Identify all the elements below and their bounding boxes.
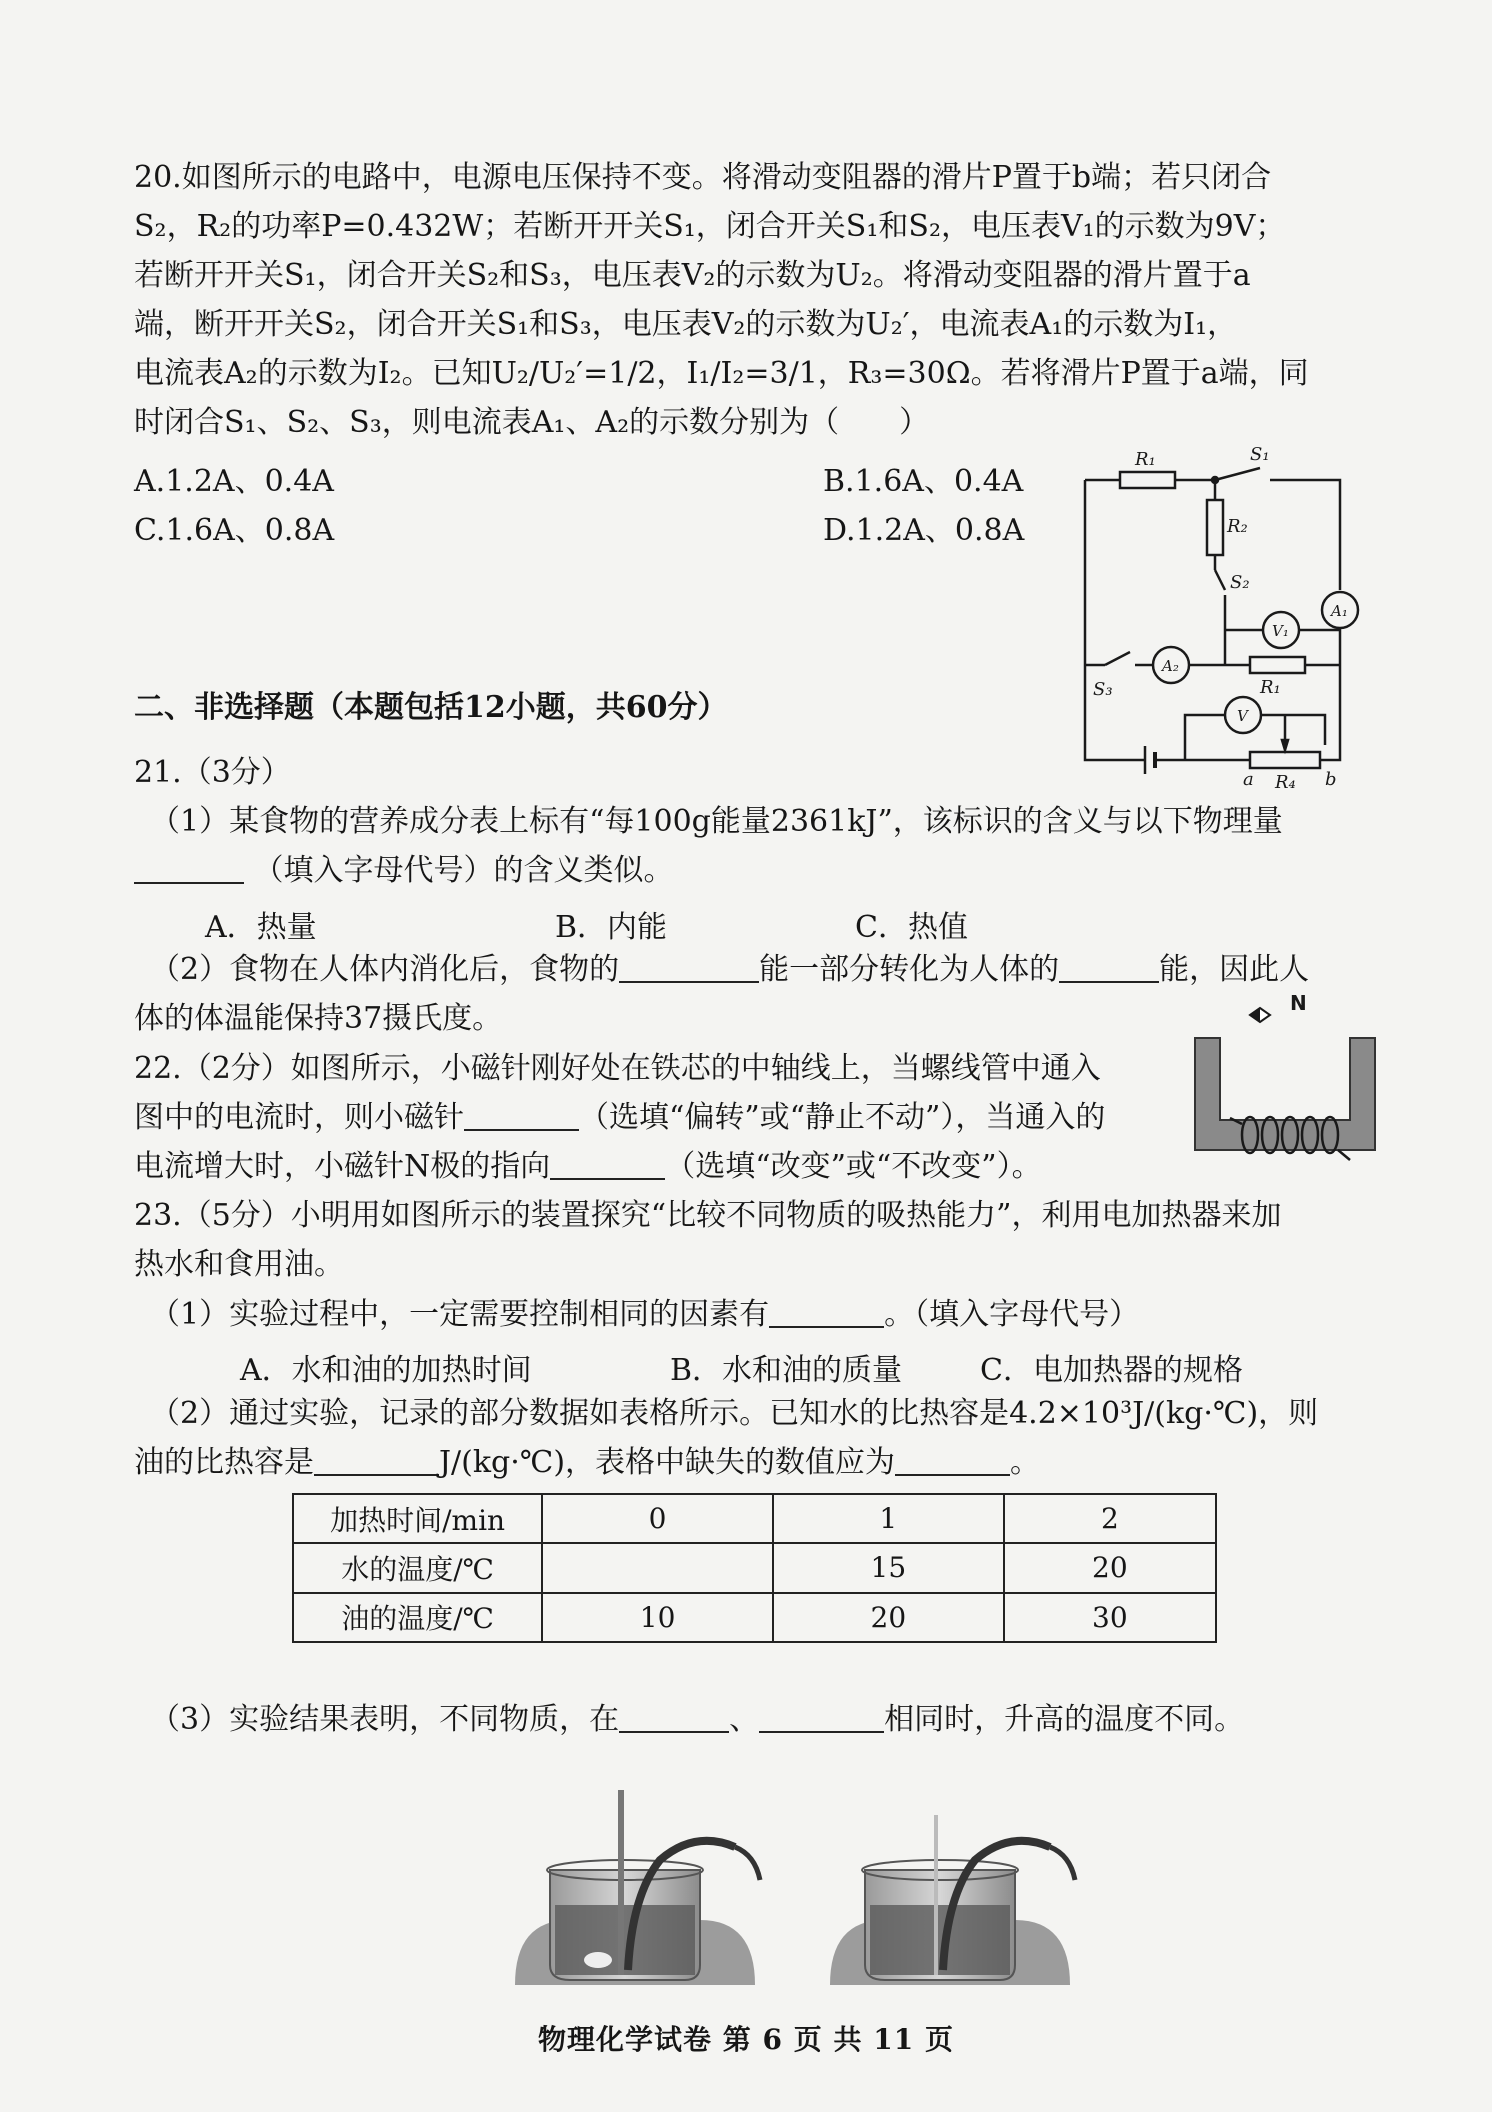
page-footer: 物理化学试卷 第 6 页 共 11 页 [538, 2023, 954, 2056]
table-cell: 0 [542, 1494, 773, 1543]
q23-part1: （1）实验过程中，一定需要控制相同的因素有 。（填入字母代号） [150, 1297, 1140, 1332]
resistor-r1-top [1120, 472, 1175, 488]
q23-line-1: 23.（5分）小明用如图所示的装置探究“比较不同物质的吸热能力”，利用电加热器来加 [134, 1198, 1282, 1233]
table-cell: 30 [1004, 1593, 1216, 1642]
temperature-table [292, 1493, 1217, 1643]
q23-option-c: C．电加热器的规格 [980, 1353, 1243, 1388]
table-cell: 10 [542, 1593, 773, 1642]
q21-answer-blank-1[interactable] [134, 852, 244, 884]
electromagnet-figure [1190, 990, 1380, 1165]
label-r1-top: R₁ [1135, 449, 1156, 470]
table-cell: 20 [1004, 1543, 1216, 1592]
label-r1-mid: R₁ [1260, 677, 1281, 698]
table-cell: 水的温度/℃ [293, 1543, 542, 1592]
q20-option-c: C.1.6A、0.8A [134, 513, 335, 548]
q21-header: 21.（3分） [134, 755, 291, 790]
q21-answer-blank-3[interactable] [1059, 951, 1159, 983]
q23-option-b: B．水和油的质量 [670, 1353, 903, 1388]
circuit-diagram [1075, 440, 1375, 800]
label-a2: A₂ [1162, 657, 1179, 675]
q23-part2-line1: （2）通过实验，记录的部分数据如表格所示。已知水的比热容是4.2×10³J/(kg·℃)，则 [150, 1396, 1319, 1431]
q22-answer-blank-2[interactable] [550, 1148, 665, 1180]
q23-answer-blank-3[interactable] [895, 1444, 1010, 1476]
q20-line-6: 时闭合S₁、S₂、S₃，则电流表A₁、A₂的示数分别为（ ） [134, 405, 930, 440]
q20-line-3: 若断开开关S₁，闭合开关S₂和S₃，电压表V₂的示数为U₂。将滑动变阻器的滑片置于a [134, 258, 1251, 293]
q21-part1-line1: （1）某食物的营养成分表上标有“每100g能量2361kJ”，该标识的含义与以下物理量 [150, 804, 1283, 839]
q23-answer-blank-1[interactable] [769, 1296, 884, 1328]
q20-line-5: 电流表A₂的示数为I₂。已知U₂/U₂′=1/2，I₁/I₂=3/1，R₃=30Ω。若将滑片P置于a端，同 [134, 356, 1309, 391]
label-s1: S₁ [1250, 444, 1270, 465]
q23-answer-blank-4[interactable] [619, 1701, 729, 1733]
rheostat-r4 [1250, 752, 1320, 768]
label-s3: S₃ [1093, 679, 1113, 700]
q22-line-3: 电流增大时，小磁针N极的指向 （选填“改变”或“不改变”）。 [134, 1149, 1042, 1184]
table-cell: 15 [773, 1543, 1004, 1592]
wire-left-bottom [1085, 480, 1145, 760]
label-a-end: a [1243, 769, 1254, 790]
resistor-r1-mid [1250, 657, 1305, 673]
table-row [293, 1593, 1216, 1642]
switch-s3 [1105, 652, 1130, 665]
label-s2: S₂ [1230, 572, 1250, 593]
q20-option-a: A.1.2A、0.4A [134, 464, 334, 499]
label-a1: A₁ [1331, 602, 1348, 620]
q22-line-2: 图中的电流时，则小磁针 （选填“偏转”或“静止不动”），当通入的 [134, 1100, 1106, 1135]
table-cell: 20 [773, 1593, 1004, 1642]
label-v2: V [1237, 707, 1248, 725]
q21-option-a: A．热量 [205, 910, 317, 945]
label-r4: R₄ [1275, 772, 1296, 793]
q23-answer-blank-5[interactable] [759, 1701, 884, 1733]
q21-option-c: C．热值 [855, 910, 968, 945]
beaker-right [830, 1815, 1075, 1985]
beakers-photo [510, 1755, 1080, 1995]
label-r2: R₂ [1227, 516, 1248, 537]
q21-answer-blank-2[interactable] [619, 951, 759, 983]
q20-option-b: B.1.6A、0.4A [823, 464, 1024, 499]
q22-line-1: 22.（2分）如图所示，小磁针刚好处在铁芯的中轴线上，当螺线管中通入 [134, 1051, 1101, 1086]
table-cell: 加热时间/min [293, 1494, 542, 1543]
switch-s2 [1215, 570, 1225, 590]
beaker-left [515, 1790, 760, 1985]
q21-part2-line2: 体的体温能保持37摄氏度。 [134, 1001, 503, 1036]
table-cell: 2 [1004, 1494, 1216, 1543]
resistor-r2 [1207, 500, 1223, 555]
label-v1: V₁ [1272, 622, 1289, 640]
label-b-end: b [1325, 769, 1337, 790]
q23-answer-blank-2[interactable] [314, 1444, 439, 1476]
q20-line-4: 端，断开开关S₂，闭合开关S₁和S₃，电压表V₂的示数为U₂′，电流表A₁的示数为I₁， [134, 307, 1238, 342]
table-cell: 油的温度/℃ [293, 1593, 542, 1642]
q23-part3: （3）实验结果表明，不同物质，在 、 相同时，升高的温度不同。 [150, 1702, 1245, 1737]
needle-n-label: N [1290, 991, 1307, 1015]
q20-option-d: D.1.2A、0.8A [823, 513, 1025, 548]
q21-part2-line1: （2）食物在人体内消化后，食物的 能一部分转化为人体的 能，因此人 [150, 952, 1310, 987]
table-row [293, 1543, 1216, 1592]
section-2-heading: 二、非选择题（本题包括12小题，共60分） [134, 690, 728, 725]
q21-option-b: B．内能 [555, 910, 668, 945]
iron-core [1195, 1038, 1375, 1150]
q20-line-2: S₂，R₂的功率P=0.432W；若断开开关S₁，闭合开关S₁和S₂，电压表V₁的示数为9V； [134, 209, 1286, 244]
q23-part2-line2: 油的比热容是 J/(kg·℃)，表格中缺失的数值应为 。 [134, 1445, 1041, 1480]
table-row [293, 1494, 1216, 1543]
switch-s1 [1215, 468, 1260, 480]
table-cell-missing [542, 1543, 773, 1592]
q20-line-1: 20.如图所示的电路中，电源电压保持不变。将滑动变阻器的滑片P置于b端；若只闭合 [134, 160, 1272, 195]
table-cell: 1 [773, 1494, 1004, 1543]
q21-part1-line2: （填入字母代号）的含义类似。 [134, 851, 674, 891]
q23-line-2: 热水和食用油。 [134, 1247, 344, 1282]
q22-answer-blank-1[interactable] [464, 1099, 579, 1131]
q23-option-a: A．水和油的加热时间 [240, 1353, 532, 1388]
